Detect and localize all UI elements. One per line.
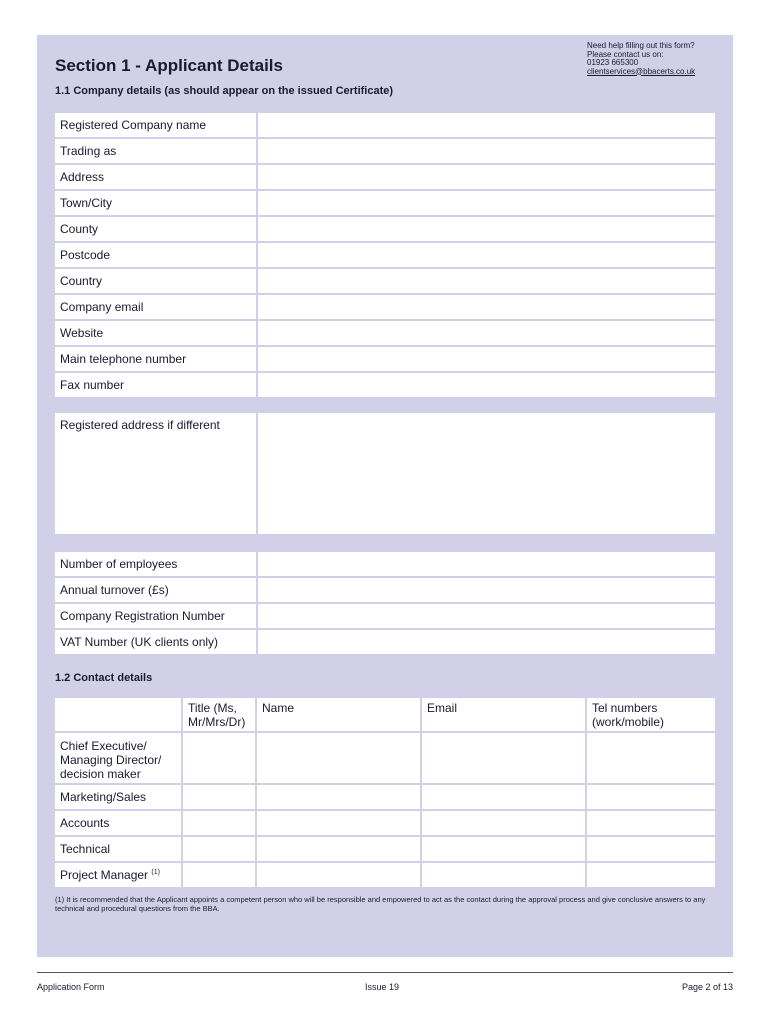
field-label: County	[55, 217, 256, 241]
form-row	[55, 295, 715, 319]
registered-address-row	[55, 413, 715, 534]
field-label: Company email	[55, 295, 256, 319]
form-row	[55, 217, 715, 241]
email-input[interactable]	[422, 785, 585, 809]
company-email-input[interactable]	[258, 295, 715, 319]
tel-input[interactable]	[587, 837, 715, 861]
form-row	[55, 373, 715, 397]
country-input[interactable]	[258, 269, 715, 293]
header-cell-tel: Tel numbers (work/mobile)	[587, 698, 715, 731]
footer-divider	[37, 972, 733, 973]
name-input[interactable]	[257, 863, 420, 887]
form-row	[55, 347, 715, 371]
field-label: VAT Number (UK clients only)	[55, 630, 256, 654]
table-row	[55, 733, 715, 783]
form-row	[55, 321, 715, 345]
header-cell-role	[55, 698, 181, 731]
field-label: Company Registration Number	[55, 604, 256, 628]
title-input[interactable]	[183, 785, 255, 809]
email-input[interactable]	[422, 863, 585, 887]
registered-company-name-input[interactable]	[258, 113, 715, 137]
email-input[interactable]	[422, 837, 585, 861]
section-title: Section 1 - Applicant Details	[55, 56, 283, 75]
field-label: Main telephone number	[55, 347, 256, 371]
form-row	[55, 165, 715, 189]
field-label: Trading as	[55, 139, 256, 163]
postcode-input[interactable]	[258, 243, 715, 267]
form-row	[55, 578, 715, 602]
help-line-1: Need help filling out this form?	[587, 41, 695, 50]
email-input[interactable]	[422, 811, 585, 835]
field-label: Registered address if different	[55, 413, 256, 534]
name-input[interactable]	[257, 733, 420, 783]
table-row	[55, 863, 715, 887]
tel-input[interactable]	[587, 811, 715, 835]
role-label: Technical	[55, 837, 181, 861]
field-label: Website	[55, 321, 256, 345]
table-row	[55, 785, 715, 809]
contact-details-table	[55, 698, 715, 889]
footer-form-name: Application Form	[37, 982, 105, 992]
header-cell-name: Name	[257, 698, 420, 731]
help-line-2: Please contact us on:	[587, 49, 664, 59]
name-input[interactable]	[257, 837, 420, 861]
table-row	[55, 837, 715, 861]
role-label: Chief Executive/ Managing Director/ decision maker	[55, 733, 181, 783]
title-input[interactable]	[183, 733, 255, 783]
field-label: Registered Company name	[55, 113, 256, 137]
table-row	[55, 811, 715, 835]
field-label: Town/City	[55, 191, 256, 215]
header-cell-email: Email	[422, 698, 585, 731]
help-phone: 01923 665300	[587, 58, 639, 67]
role-label-with-note	[55, 863, 181, 887]
field-label: Postcode	[55, 243, 256, 267]
company-details-heading: 1.1 Company details (as should appear on the issued Certificate)	[55, 85, 394, 97]
field-label: Address	[55, 165, 256, 189]
help-email-link[interactable]: clientservices@bbacerts.co.uk	[587, 66, 696, 76]
form-row	[55, 604, 715, 628]
header-cell-title: Title (Ms, Mr/Mrs/Dr)	[183, 698, 255, 731]
footnote-text: (1) It is recommended that the Applicant appoints a competent person who will be responsible and empowered to act as the contact during the approval process and give conclusive answers to any technical and procedural questions from the BBA.	[55, 895, 706, 913]
vat-number-input[interactable]	[258, 630, 715, 654]
form-row	[55, 552, 715, 576]
registered-address-input[interactable]	[258, 413, 715, 534]
website-input[interactable]	[258, 321, 715, 345]
company-details-table	[55, 113, 715, 399]
tel-input[interactable]	[587, 785, 715, 809]
main-telephone-input[interactable]	[258, 347, 715, 371]
help-contact-box	[587, 42, 727, 76]
fax-number-input[interactable]	[258, 373, 715, 397]
tel-input[interactable]	[587, 863, 715, 887]
employees-input[interactable]	[258, 552, 715, 576]
annual-turnover-input[interactable]	[258, 578, 715, 602]
footer-page-number: Page 2 of 13	[681, 982, 733, 992]
town-city-input[interactable]	[258, 191, 715, 215]
name-input[interactable]	[257, 785, 420, 809]
footer-issue: Issue 19	[365, 982, 400, 992]
footnote-marker: (1)	[151, 869, 160, 876]
role-label: Project Manager	[60, 868, 149, 882]
name-input[interactable]	[257, 811, 420, 835]
table-header-row	[55, 698, 715, 731]
address-input[interactable]	[258, 165, 715, 189]
form-row	[55, 113, 715, 137]
title-input[interactable]	[183, 811, 255, 835]
form-row	[55, 191, 715, 215]
title-input[interactable]	[183, 837, 255, 861]
field-label: Fax number	[55, 373, 256, 397]
form-row	[55, 630, 715, 654]
field-label: Annual turnover (£s)	[55, 578, 256, 602]
business-details-table	[55, 552, 715, 656]
role-label: Accounts	[55, 811, 181, 835]
form-row	[55, 139, 715, 163]
registration-number-input[interactable]	[258, 604, 715, 628]
form-row	[55, 269, 715, 293]
county-input[interactable]	[258, 217, 715, 241]
tel-input[interactable]	[587, 733, 715, 783]
role-label: Marketing/Sales	[55, 785, 181, 809]
form-row	[55, 243, 715, 267]
field-label: Number of employees	[55, 552, 256, 576]
trading-as-input[interactable]	[258, 139, 715, 163]
email-input[interactable]	[422, 733, 585, 783]
field-label: Country	[55, 269, 256, 293]
title-input[interactable]	[183, 863, 255, 887]
contact-details-heading: 1.2 Contact details	[55, 672, 153, 684]
